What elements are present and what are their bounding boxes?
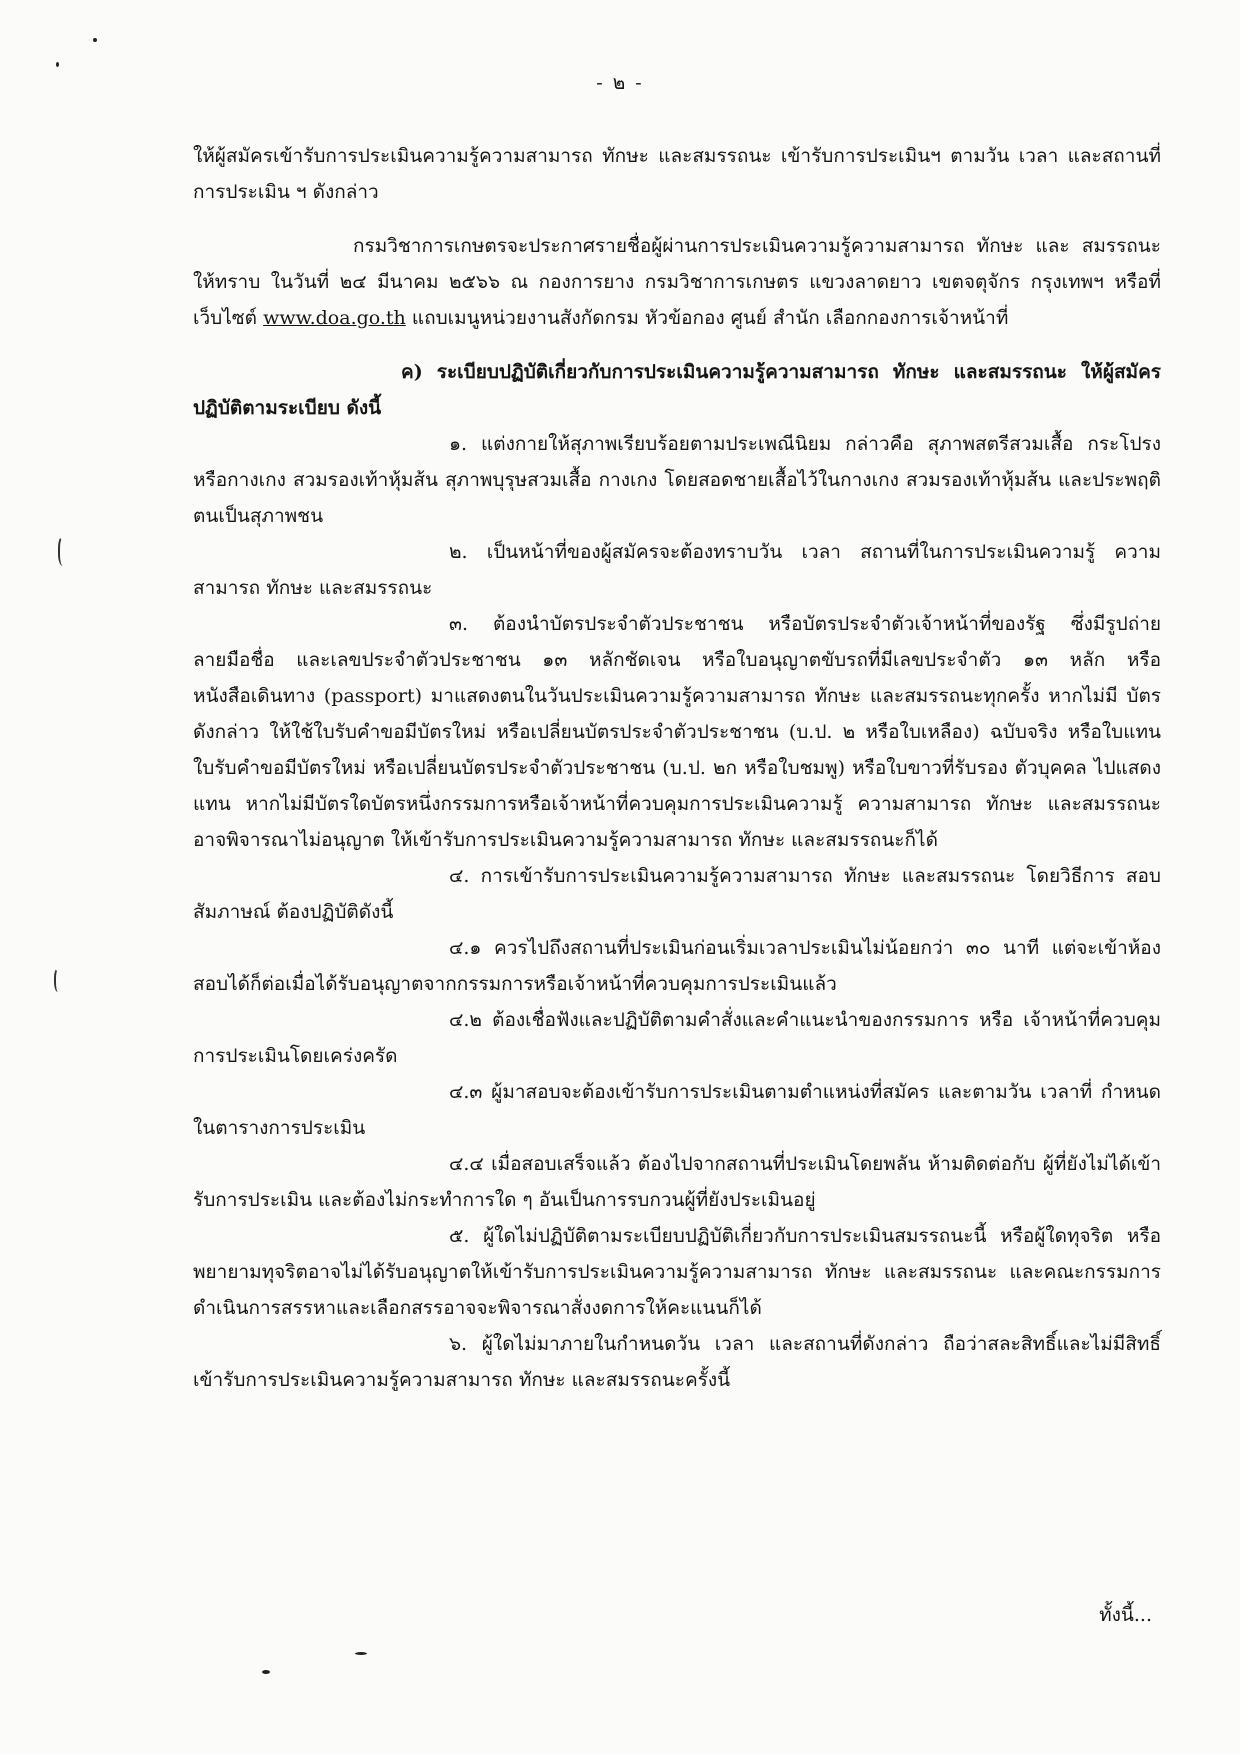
rule-item-6: ๖. ผู้ใดไม่มาภายในกำหนดวัน เวลา และสถานที่ดังกล่าว ถือว่าสละสิทธิ์และไม่มีสิทธิ์ เข้ารับการประเมินความรู้ความสามารถ ทักษะ และสมรรถนะครั้งนี้ [193,1333,1161,1391]
continuation-text: ทั้งนี้... [1099,1604,1152,1626]
rule-item-4-1: ๔.๑ ควรไปถึงสถานที่ประเมินก่อนเริ่มเวลาประเมินไม่น้อยกว่า ๓๐ นาที แต่จะเข้าห้องสอบได้ก็ต่อเมื่อได้รับอนุญาตจากกรรมการหรือเจ้าหน้าที่ควบคุมการประเมินแล้ว [193,937,1161,995]
binding-mark [58,536,70,566]
rule-item-4: ๔. การเข้ารับการประเมินความรู้ความสามารถ ทักษะ และสมรรถนะ โดยวิธีการ สอบสัมภาษณ์ ต้องปฏิบัติดังนี้ [193,865,1161,923]
scan-speck [56,62,59,67]
paragraph-announcement: กรมวิชาการเกษตรจะประกาศรายชื่อผู้ผ่านการประเมินความรู้ความสามารถ ทักษะ และ สมรรถนะ ให้ทราบ ในวันที่ ๒๔ มีนาคม ๒๕๖๖ ณ กองการยาง กรมวิชาการเกษตร แขวงลาดยาว เขตจตุจักร กรุงเทพฯ หรือที่เว็บไซต์ www.doa.go.th แถบเมนูหน่วยงานสังกัดกรม หัวข้อกอง ศูนย์ สำนัก เลือกกองการเจ้าหน้าที่ [193,235,1161,329]
rule-item-4-2: ๔.๒ ต้องเชื่อฟังและปฏิบัติตามคำสั่งและคำแนะนำของกรรมการ หรือ เจ้าหน้าที่ควบคุมการประเมินโดยเคร่งครัด [193,1009,1161,1067]
rule-item-5: ๕. ผู้ใดไม่ปฏิบัติตามระเบียบปฏิบัติเกี่ยวกับการประเมินสมรรถนะนี้ หรือผู้ใดทุจริต หรือพยายามทุจริตอาจไม่ได้รับอนุญาตให้เข้ารับการประเมินความรู้ความสามารถ ทักษะ และสมรรถนะ และคณะกรรมการดำเนินการสรรหาและเลือกสรรอาจจะพิจารณาสั่งงดการให้คะแนนก็ได้ [193,1225,1161,1319]
section-heading: ค) ระเบียบปฏิบัติเกี่ยวกับการประเมินความรู้ความสามารถ ทักษะ และสมรรถนะ ให้ผู้สมัคร ปฏิบัติตามระเบียบ ดังนี้ [193,361,1161,419]
website-link[interactable]: www.doa.go.th [263,307,406,329]
scan-speck [93,38,97,42]
document-body [193,138,1161,1398]
rule-item-2: ๒. เป็นหน้าที่ของผู้สมัครจะต้องทราบวัน เวลา สถานที่ในการประเมินความรู้ ความสามารถ ทักษะ และสมรรถนะ [193,541,1161,599]
scan-speck [262,1670,270,1674]
rule-item-4-3: ๔.๓ ผู้มาสอบจะต้องเข้ารับการประเมินตามตำแหน่งที่สมัคร และตามวัน เวลาที่ กำหนดในตารางการประเมิน [193,1081,1161,1139]
rule-item-4-4: ๔.๔ เมื่อสอบเสร็จแล้ว ต้องไปจากสถานที่ประเมินโดยพลัน ห้ามติดต่อกับ ผู้ที่ยังไม่ได้เข้ารับการประเมิน และต้องไม่กระทำการใด ๆ อันเป็นการรบกวนผู้ที่ยังประเมินอยู่ [193,1153,1161,1211]
rule-item-1: ๑. แต่งกายให้สุภาพเรียบร้อยตามประเพณีนิยม กล่าวคือ สุภาพสตรีสวมเสื้อ กระโปรง หรือกางเกง สวมรองเท้าหุ้มส้น สุภาพบุรุษสวมเสื้อ กางเกง โดยสอดชายเสื้อไว้ในกางเกง สวมรองเท้าหุ้มส้น และประพฤติตนเป็นสุภาพชน [193,433,1161,527]
binding-mark [54,968,64,992]
scan-speck [355,1652,367,1655]
paragraph-intro: ให้ผู้สมัครเข้ารับการประเมินความรู้ความสามารถ ทักษะ และสมรรถนะ เข้ารับการประเมินฯ ตามวัน เวลา และสถานที่การประเมิน ฯ ดังกล่าว [193,145,1161,203]
rule-item-3: ๓. ต้องนำบัตรประจำตัวประชาชน หรือบัตรประจำตัวเจ้าหน้าที่ของรัฐ ซึ่งมีรูปถ่าย ลายมือชื่อ และเลขประจำตัวประชาชน ๑๓ หลักชัดเจน หรือใบอนุญาตขับรถที่มีเลขประจำตัว ๑๓ หลัก หรือ หนังสือเดินทาง (passport) มาแสดงตนในวันประเมินความรู้ความสามารถ ทักษะ และสมรรถนะทุกครั้ง หากไม่มี บัตรดังกล่าว ให้ใช้ใบรับคำขอมีบัตรใหม่ หรือเปลี่ยนบัตรประจำตัวประชาชน (บ.ป. ๒ หรือใบเหลือง) ฉบับจริง หรือใบแทนใบรับคำขอมีบัตรใหม่ หรือเปลี่ยนบัตรประจำตัวประชาชน (บ.ป. ๒ก หรือใบชมพู) หรือใบขาวที่รับรอง ตัวบุคคล ไปแสดงแทน หากไม่มีบัตรใดบัตรหนึ่งกรรมการหรือเจ้าหน้าที่ควบคุมการประเมินความรู้ ความสามารถ ทักษะ และสมรรถนะ อาจพิจารณาไม่อนุญาต ให้เข้ารับการประเมินความรู้ความสามารถ ทักษะ และสมรรถนะก็ได้ [193,613,1161,851]
page-number: - ๒ - [596,72,644,94]
